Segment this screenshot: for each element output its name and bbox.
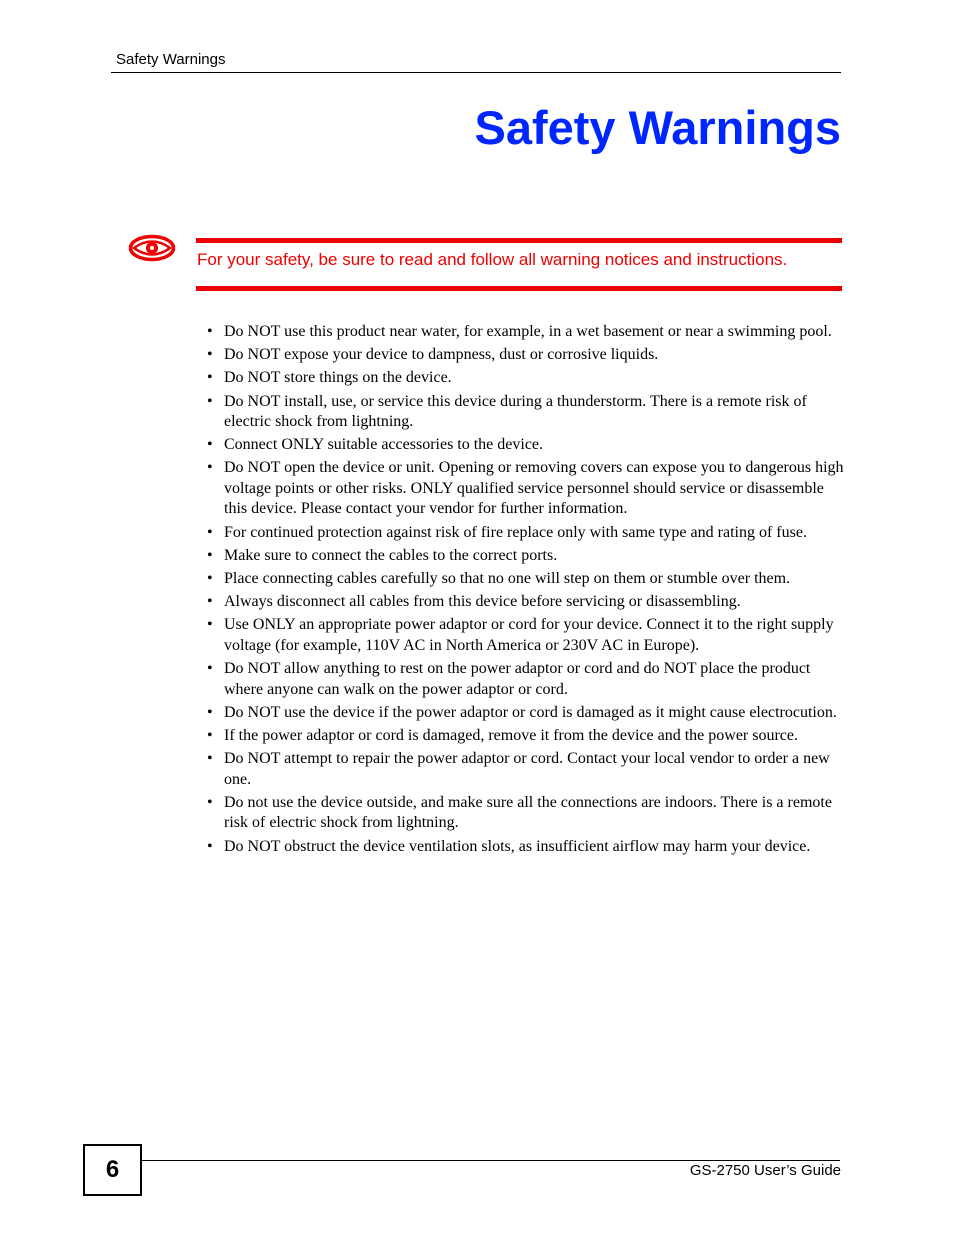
list-item [207, 523, 847, 544]
bullet-marker: • [207, 837, 213, 855]
header-divider [111, 72, 841, 73]
eye-warning-icon [128, 233, 176, 263]
list-item [207, 569, 847, 590]
list-item-text: Do NOT expose your device to dampness, dust or corrosive liquids. [224, 346, 659, 364]
bullet-marker: • [207, 369, 213, 387]
list-item-text: Do NOT install, use, or service this device during a thunderstorm. There is a remote risk of electric shock from lightning. [224, 392, 807, 431]
warning-notice: For your safety, be sure to read and follow all warning notices and instructions. [197, 250, 788, 269]
list-item-text: Make sure to connect the cables to the correct ports. [224, 546, 558, 564]
bullet-marker: • [207, 459, 213, 477]
bullet-marker: • [207, 346, 213, 364]
list-item [207, 435, 847, 456]
bullet-marker: • [207, 616, 213, 634]
bullet-marker: • [207, 546, 213, 564]
bullet-marker: • [207, 323, 213, 340]
warning-bottom-rule [196, 286, 842, 291]
bullet-marker: • [207, 436, 213, 454]
list-item [207, 368, 847, 389]
list-item [207, 458, 847, 520]
list-item [207, 392, 847, 433]
list-item-text: Do NOT open the device or unit. Opening or removing covers can expose you to dangerous high voltage points or other risks. ONLY qualified service personnel should service or disassemble this device. Please contact your vendor for further information. [224, 459, 844, 518]
list-item-text: Do NOT allow anything to rest on the power adaptor or cord and do NOT place the product where anyone can walk on the power adaptor or cord. [224, 660, 811, 698]
safety-bullet-list [207, 322, 847, 860]
bullet-marker: • [207, 523, 213, 541]
list-item-text: Do NOT attempt to repair the power adaptor or cord. Contact your local vendor to order a new one. [224, 750, 830, 788]
bullet-marker: • [207, 750, 213, 768]
warning-top-rule [196, 238, 842, 243]
list-item [207, 703, 847, 724]
guide-title: GS-2750 User’s Guide [689, 1162, 841, 1179]
page-title: Safety Warnings [474, 101, 841, 154]
list-item [207, 837, 847, 858]
list-item-text: Do NOT obstruct the device ventilation slots, as insufficient airflow may harm your device. [224, 837, 811, 855]
footer-divider [140, 1160, 840, 1161]
bullet-marker: • [207, 726, 213, 744]
page-number: 6 [83, 1144, 142, 1196]
list-item [207, 322, 847, 343]
list-item [207, 546, 847, 567]
list-item-text: Do NOT store things on the device. [224, 369, 452, 387]
list-item-text: Do NOT use this product near water, for example, in a wet basement or near a swimming pool. [224, 323, 832, 340]
list-item-text: For continued protection against risk of fire replace only with same type and rating of fuse. [224, 523, 807, 541]
bullet-marker: • [207, 793, 213, 811]
list-item-text: Do not use the device outside, and make sure all the connections are indoors. There is a remote risk of electric shock from lightning. [224, 793, 832, 832]
list-item [207, 749, 847, 790]
list-item-text: Always disconnect all cables from this device before servicing or disassembling. [224, 593, 741, 611]
running-header: Safety Warnings [116, 51, 226, 68]
list-item [207, 793, 847, 834]
bullet-marker: • [207, 593, 213, 611]
bullet-marker: • [207, 570, 213, 587]
list-item [207, 726, 847, 747]
list-item-text: Do NOT use the device if the power adaptor or cord is damaged as it might cause electrocution. [224, 703, 837, 721]
bullet-marker: • [207, 703, 213, 721]
list-item [207, 615, 847, 656]
bullet-marker: • [207, 660, 213, 678]
list-item-text: Use ONLY an appropriate power adaptor or cord for your device. Connect it to the right supply voltage (for example, 110V AC in North America or 230V AC in Europe). [224, 616, 834, 654]
list-item [207, 345, 847, 366]
list-item [207, 659, 847, 700]
list-item [207, 592, 847, 613]
bullet-marker: • [207, 392, 213, 410]
list-item-text: Connect ONLY suitable accessories to the device. [224, 436, 544, 454]
list-item-text: Place connecting cables carefully so that no one will step on them or stumble over them. [224, 570, 791, 587]
list-item-text: If the power adaptor or cord is damaged, remove it from the device and the power source. [224, 726, 798, 744]
